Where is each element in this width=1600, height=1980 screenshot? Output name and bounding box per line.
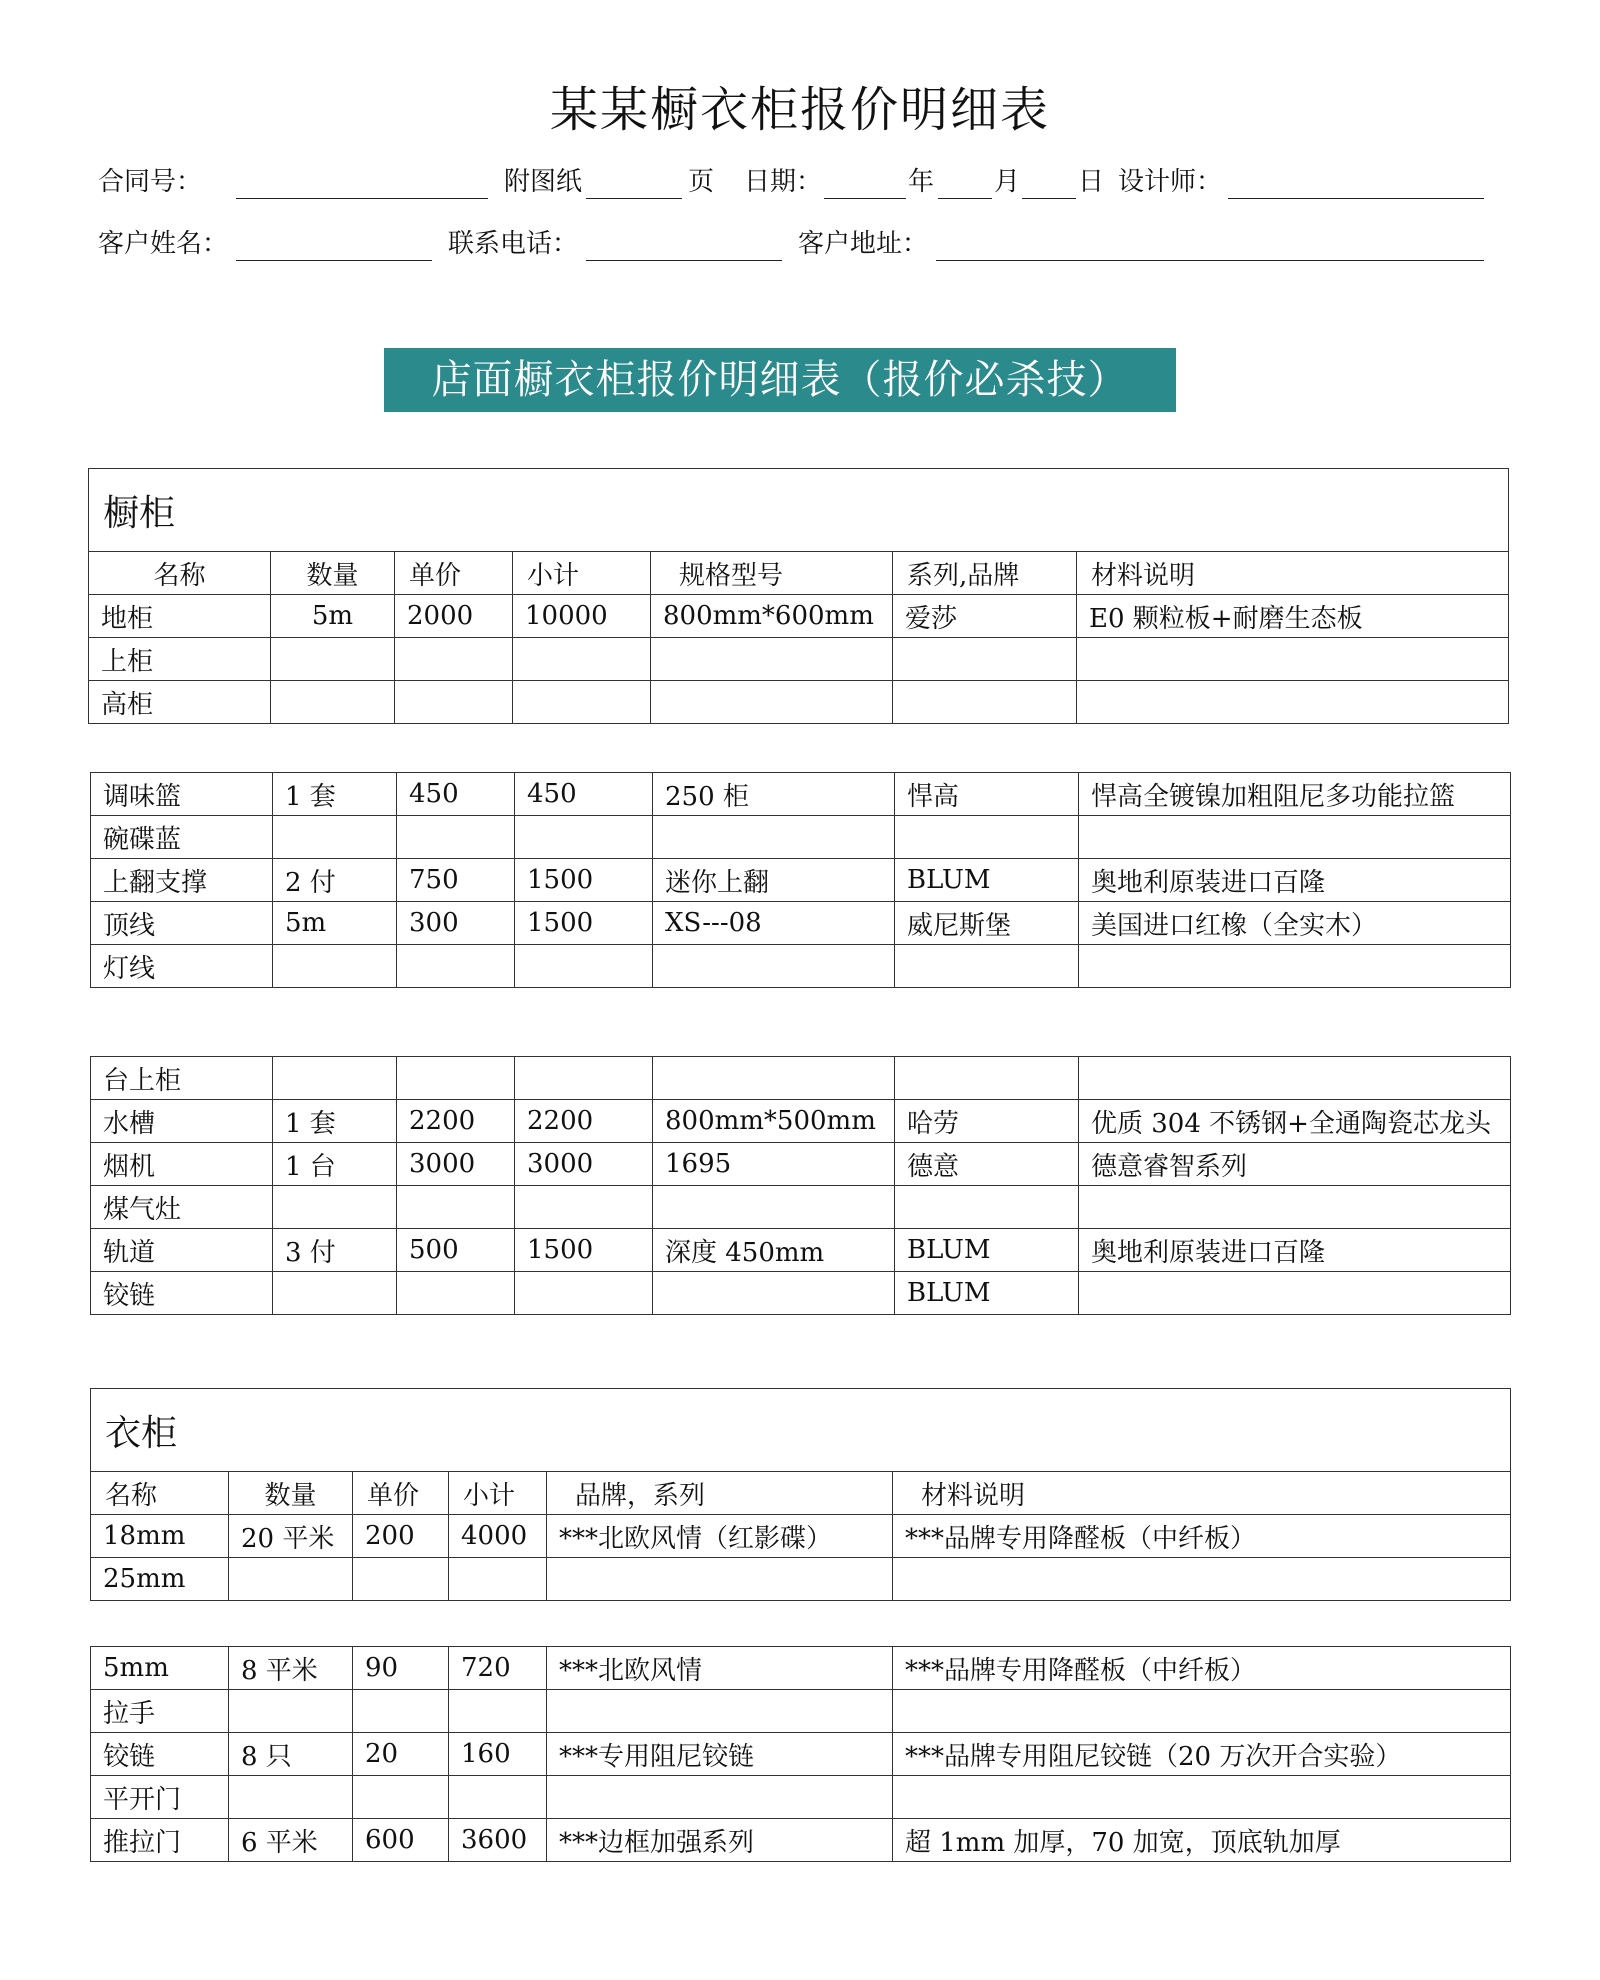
table-cell: ***北欧风情（红影碟） [547,1515,893,1558]
customer-label: 客户姓名： [98,229,229,259]
table-cell [653,945,895,988]
drawing-label: 附图纸 [504,167,583,197]
table-row [89,638,1509,681]
table-cell [893,638,1077,681]
table-cell [273,816,397,859]
table-cell [547,1776,893,1819]
table-cell [229,1558,353,1601]
table-cell: 地柜 [89,595,271,638]
table-cell: 威尼斯堡 [895,902,1079,945]
table-cell: 1500 [515,902,653,945]
table-row [91,1819,1511,1862]
table-cell [449,1690,547,1733]
table-cell: 上翻支撑 [91,859,273,902]
table-cell [273,1186,397,1229]
table-cell: 拉手 [91,1690,229,1733]
table-row [91,1647,1511,1690]
table-cell [395,681,513,724]
appliances-table [90,1056,1511,1315]
cabinet-section-title: 橱柜 [89,469,1509,552]
table-cell: 优质 304 不锈钢+全通陶瓷芯龙头 [1079,1100,1511,1143]
table-cell: 1695 [653,1143,895,1186]
table-cell: 台上柜 [91,1057,273,1100]
table-cell: 2200 [397,1100,515,1143]
table-cell [397,816,515,859]
table-cell: 烟机 [91,1143,273,1186]
table-cell: 悍高 [895,773,1079,816]
table-row [89,681,1509,724]
wardrobe-section-title: 衣柜 [91,1389,1511,1472]
customer-name-field[interactable] [236,260,432,261]
table-row [91,1733,1511,1776]
column-header: 小计 [513,552,651,595]
table-cell [893,1558,1511,1601]
table-row [91,1143,1511,1186]
drawing-pages-field[interactable] [586,198,682,199]
table-cell: 450 [515,773,653,816]
designer-label: 设计师： [1118,167,1223,197]
table-cell [397,1186,515,1229]
table-cell [397,1057,515,1100]
table-cell [229,1690,353,1733]
table-row [91,1272,1511,1315]
day-field[interactable] [1022,198,1076,199]
table-cell: 5mm [91,1647,229,1690]
table-cell: ***品牌专用阻尼铰链（20 万次开合实验） [893,1733,1511,1776]
table-cell: BLUM [895,859,1079,902]
year-field[interactable] [824,198,906,199]
table-cell [395,638,513,681]
table-cell: BLUM [895,1272,1079,1315]
table-cell: 1 套 [273,1100,397,1143]
designer-field[interactable] [1228,198,1484,199]
table-cell: 铰链 [91,1733,229,1776]
date-label: 日期： [744,167,823,197]
table-row [91,859,1511,902]
table-cell: 10000 [513,595,651,638]
table-cell: 1500 [515,1229,653,1272]
table-cell: ***品牌专用降醛板（中纤板） [893,1647,1511,1690]
table-cell: 750 [397,859,515,902]
column-header: 名称 [89,552,271,595]
table-row [91,773,1511,816]
table-cell: 顶线 [91,902,273,945]
table-row [91,1057,1511,1100]
day-label: 日 [1078,167,1105,197]
table-cell [353,1690,449,1733]
page-label: 页 [688,167,715,197]
table-cell: 200 [353,1515,449,1558]
table-cell: E0 颗粒板+耐磨生态板 [1077,595,1509,638]
table-cell [513,638,651,681]
phone-field[interactable] [586,260,782,261]
table-cell [513,681,651,724]
table-row [91,1515,1511,1558]
table-cell [515,945,653,988]
table-cell [449,1776,547,1819]
table-cell: 20 平米 [229,1515,353,1558]
table-cell: 深度 450mm [653,1229,895,1272]
table-cell [397,1272,515,1315]
banner-title: 店面橱衣柜报价明细表（报价必杀技） [384,348,1176,412]
cabinet-table [88,468,1509,724]
table-row [91,1186,1511,1229]
table-cell [271,638,395,681]
table-cell: 500 [397,1229,515,1272]
table-cell: 超 1mm 加厚，70 加宽，顶底轨加厚 [893,1819,1511,1862]
table-cell: BLUM [895,1229,1079,1272]
table-cell: 铰链 [91,1272,273,1315]
table-cell: 调味篮 [91,773,273,816]
column-header: 数量 [229,1472,353,1515]
table-cell [449,1558,547,1601]
table-cell [271,681,395,724]
wardrobe-parts-table [90,1646,1511,1862]
table-row [91,816,1511,859]
year-label: 年 [908,167,935,197]
table-cell: 3 付 [273,1229,397,1272]
table-cell [1079,945,1511,988]
table-cell [895,816,1079,859]
column-header: 名称 [91,1472,229,1515]
column-header: 规格型号 [651,552,893,595]
column-header: 品牌，系列 [547,1472,893,1515]
table-cell [353,1776,449,1819]
column-header: 材料说明 [1077,552,1509,595]
table-cell [1079,1057,1511,1100]
wardrobe-table [90,1388,1511,1601]
table-cell: 德意睿智系列 [1079,1143,1511,1186]
table-cell: 1 套 [273,773,397,816]
table-cell: 1 台 [273,1143,397,1186]
table-cell: 碗碟蓝 [91,816,273,859]
table-cell [1079,1186,1511,1229]
month-field[interactable] [938,198,992,199]
table-cell [273,1272,397,1315]
table-cell: 4000 [449,1515,547,1558]
table-row [91,902,1511,945]
table-cell: 6 平米 [229,1819,353,1862]
table-cell [651,638,893,681]
table-cell: 煤气灶 [91,1186,273,1229]
accessories-table [90,772,1511,988]
table-cell: 水槽 [91,1100,273,1143]
table-cell: ***北欧风情 [547,1647,893,1690]
info-row-customer [98,222,1490,266]
table-cell: 720 [449,1647,547,1690]
cabinet-header-row [89,552,1509,595]
table-cell [893,1690,1511,1733]
table-cell: 450 [397,773,515,816]
table-cell: 灯线 [91,945,273,988]
column-header: 小计 [449,1472,547,1515]
contract-number-field[interactable] [236,198,488,199]
info-row-contract [98,160,1490,204]
wardrobe-header-row [91,1472,1511,1515]
table-cell: ***专用阻尼铰链 [547,1733,893,1776]
table-cell: 高柜 [89,681,271,724]
table-cell: 300 [397,902,515,945]
table-cell: ***边框加强系列 [547,1819,893,1862]
table-row [91,1100,1511,1143]
table-cell: 迷你上翻 [653,859,895,902]
phone-label: 联系电话： [448,229,579,259]
table-cell: 3000 [397,1143,515,1186]
table-cell: 上柜 [89,638,271,681]
table-cell [653,816,895,859]
table-cell [1077,681,1509,724]
table-cell [1079,1272,1511,1315]
table-cell: 美国进口红橡（全实木） [1079,902,1511,945]
table-cell: 奥地利原装进口百隆 [1079,859,1511,902]
table-cell: 德意 [895,1143,1079,1186]
page-title: 某某橱衣柜报价明细表 [549,82,1050,138]
table-cell: 90 [353,1647,449,1690]
table-row [91,1229,1511,1272]
table-cell: 推拉门 [91,1819,229,1862]
table-cell: 8 平米 [229,1647,353,1690]
table-cell [653,1272,895,1315]
table-cell [895,945,1079,988]
address-label: 客户地址： [798,229,929,259]
table-cell: 20 [353,1733,449,1776]
column-header: 单价 [353,1472,449,1515]
table-cell: 8 只 [229,1733,353,1776]
table-cell: 哈劳 [895,1100,1079,1143]
table-cell: 18mm [91,1515,229,1558]
table-cell: 5m [271,595,395,638]
table-row [91,1776,1511,1819]
table-cell [547,1690,893,1733]
table-cell [515,1272,653,1315]
table-cell: 1500 [515,859,653,902]
table-cell: 3000 [515,1143,653,1186]
table-cell [1079,816,1511,859]
table-cell: 160 [449,1733,547,1776]
table-cell: 600 [353,1819,449,1862]
table-cell: 2200 [515,1100,653,1143]
address-field[interactable] [936,260,1484,261]
table-cell: XS---08 [653,902,895,945]
table-cell [893,1776,1511,1819]
table-cell: 奥地利原装进口百隆 [1079,1229,1511,1272]
table-row [91,1690,1511,1733]
table-cell [515,1057,653,1100]
table-row [89,595,1509,638]
table-row [91,945,1511,988]
table-cell [1077,638,1509,681]
table-cell: 250 柜 [653,773,895,816]
table-cell [653,1186,895,1229]
table-cell [229,1776,353,1819]
table-cell: 轨道 [91,1229,273,1272]
table-cell: 25mm [91,1558,229,1601]
column-header: 数量 [271,552,395,595]
month-label: 月 [994,167,1021,197]
table-cell [515,1186,653,1229]
table-cell: 爱莎 [893,595,1077,638]
table-cell: 2 付 [273,859,397,902]
table-cell: 800mm*500mm [653,1100,895,1143]
column-header: 系列,品牌 [893,552,1077,595]
table-cell: 3600 [449,1819,547,1862]
table-cell: ***品牌专用降醛板（中纤板） [893,1515,1511,1558]
table-cell [273,945,397,988]
column-header: 单价 [395,552,513,595]
table-cell [651,681,893,724]
table-cell: 平开门 [91,1776,229,1819]
table-cell [353,1558,449,1601]
table-cell: 5m [273,902,397,945]
table-row [91,1558,1511,1601]
table-cell [273,1057,397,1100]
table-cell [895,1186,1079,1229]
table-cell [895,1057,1079,1100]
table-cell [515,816,653,859]
table-cell: 悍高全镀镍加粗阻尼多功能拉篮 [1079,773,1511,816]
column-header: 材料说明 [893,1472,1511,1515]
table-cell: 800mm*600mm [651,595,893,638]
table-cell [653,1057,895,1100]
contract-label: 合同号： [98,167,203,197]
table-cell: 2000 [395,595,513,638]
table-cell [397,945,515,988]
table-cell [893,681,1077,724]
table-cell [547,1558,893,1601]
